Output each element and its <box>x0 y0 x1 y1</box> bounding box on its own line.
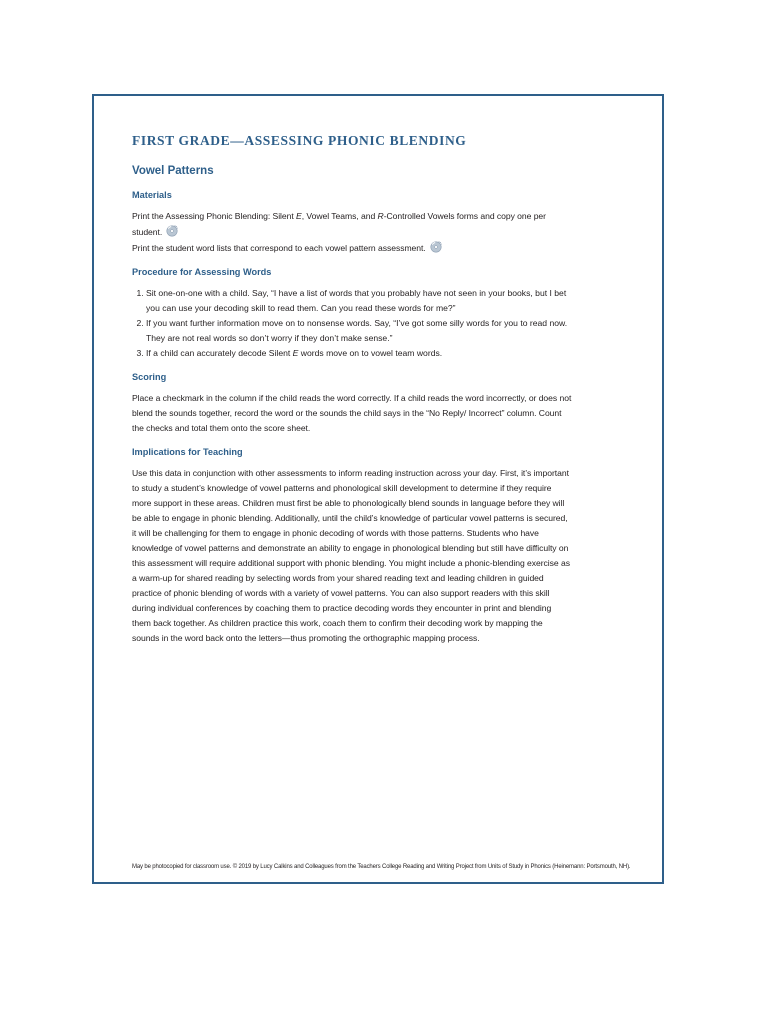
cd-disc-icon <box>165 224 179 238</box>
document-content <box>132 132 572 656</box>
implications-text: Use this data in conjunction with other assessments to inform reading instruction across your day. First, it’s important to study a student’s knowledge of vowel patterns and phonological skill development to determine if they require more support in these areas. Children must first be able to phonologically blend sounds in language before they will be able to engage in phonic blending. Additionally, until the child’s knowledge of particular vowel patterns is secured, it will be challenging for them to engage in phonic decoding of words with those patterns. Students who have knowledge of vowel patterns and demonstrate an ability to engage in phonological blending but still have difficulty on this assessment will require additional support with phonic blending. You might include a phonic-blending exercise as a warm-up for shared reading by selecting words from your shared reading text and leading children in guided practice of phonic blending of words with a variety of vowel patterns. You can also support readers with this skill during individual conferences by coaching them to practice decoding words they encounter in print and blending them back together. As children practice this work, coach them to confirm their decoding work by mapping the sounds in the word back onto the letters—thus promoting the orthographic mapping process. <box>132 468 570 643</box>
procedure-item: 2. If you want further information move on to nonsense words. Say, “I’ve got some silly words for you to read now. They are not real words so don’t worry if they don’t make sense.” <box>146 316 572 346</box>
scoring-heading: Scoring <box>132 372 167 382</box>
procedure-list <box>132 286 572 361</box>
materials-line-2: Print the student word lists that correspond to each vowel pattern assessment. <box>132 240 572 256</box>
section-subtitle: Vowel Patterns <box>132 165 214 177</box>
scoring-text: Place a checkmark in the column if the child reads the word correctly. If a child reads the word incorrectly, or does not blend the sounds together, record the word or the sounds the child says in the “No Reply/ Incorrect” column. Count the checks and total them onto the score sheet. <box>132 393 572 433</box>
page-title: FIRST GRADE—ASSESSING PHONIC BLENDING <box>132 133 467 148</box>
scoring-section <box>132 371 572 436</box>
implications-section <box>132 446 572 646</box>
procedure-item: 3. If a child can accurately decode Silent E words move on to vowel team words. <box>146 346 572 361</box>
procedure-section <box>132 266 572 361</box>
copyright-footer: May be photocopied for classroom use. © 2019 by Lucy Calkins and Colleagues from the Teachers College Reading and Writing Project from Units of Study in Phonics (Heinemann: Portsmouth, NH). <box>132 864 631 870</box>
materials-section <box>132 189 572 256</box>
implications-heading: Implications for Teaching <box>132 447 243 457</box>
procedure-heading: Procedure for Assessing Words <box>132 267 272 277</box>
materials-heading: Materials <box>132 190 172 200</box>
procedure-item: 1. Sit one-on-one with a child. Say, “I have a list of words that you probably have not seen in your books, but I bet you can use your decoding skill to read them. Can you read these words for me?” <box>146 286 572 316</box>
materials-line-1: Print the Assessing Phonic Blending: Silent E, Vowel Teams, and R-Controlled Vowels forms and copy one per student. <box>132 211 546 237</box>
cd-disc-icon <box>429 240 443 254</box>
